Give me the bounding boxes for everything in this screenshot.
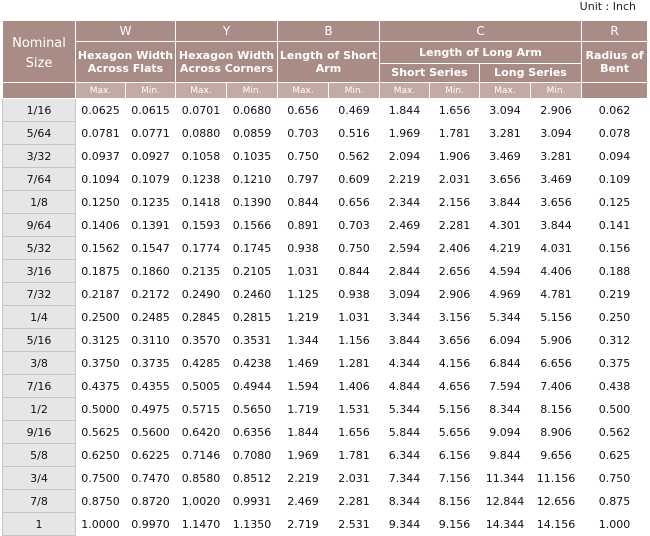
table-cell: 12.844 xyxy=(480,490,531,513)
table-cell: 1.969 xyxy=(380,122,430,145)
table-cell: 0.8720 xyxy=(126,490,176,513)
table-row xyxy=(3,237,648,260)
table-row xyxy=(3,444,648,467)
table-cell: 5.906 xyxy=(531,329,582,352)
header-r-blank xyxy=(582,83,648,99)
table-row xyxy=(3,191,648,214)
table-cell: 3.281 xyxy=(480,122,531,145)
table-cell: 0.1035 xyxy=(227,145,278,168)
table-cell: 1.0020 xyxy=(176,490,227,513)
table-cell: 0.6420 xyxy=(176,421,227,444)
table-cell: 6.656 xyxy=(531,352,582,375)
table-cell: 0.609 xyxy=(329,168,380,191)
table-cell: 0.2500 xyxy=(76,306,126,329)
table-cell: 1.156 xyxy=(329,329,380,352)
table-row xyxy=(3,329,648,352)
table-cell: 11.344 xyxy=(480,467,531,490)
header-w-desc: Hexagon Width Across Flats xyxy=(76,42,176,83)
table-cell: 4.406 xyxy=(531,260,582,283)
table-cell: 0.6250 xyxy=(76,444,126,467)
header-long-series: Long Series xyxy=(480,63,582,82)
table-cell: 0.156 xyxy=(582,237,648,260)
table-cell: 0.0680 xyxy=(227,99,278,122)
table-cell: 1.1350 xyxy=(227,513,278,536)
table-cell: 9.156 xyxy=(430,513,480,536)
table-cell: 1.844 xyxy=(380,99,430,122)
table-cell: 0.219 xyxy=(582,283,648,306)
table-cell: 1.781 xyxy=(430,122,480,145)
table-cell: 7.594 xyxy=(480,375,531,398)
table-row xyxy=(3,467,648,490)
nominal-size-cell: 9/64 xyxy=(3,214,76,237)
table-row xyxy=(3,260,648,283)
header-b-desc: Length of Short Arm xyxy=(278,42,380,83)
table-row xyxy=(3,122,648,145)
header-min: Min. xyxy=(126,83,176,99)
table-cell: 1.281 xyxy=(329,352,380,375)
table-cell: 2.219 xyxy=(278,467,329,490)
table-cell: 0.1774 xyxy=(176,237,227,260)
table-cell: 0.1860 xyxy=(126,260,176,283)
table-row xyxy=(3,283,648,306)
table-cell: 4.594 xyxy=(480,260,531,283)
nominal-size-cell: 5/64 xyxy=(3,122,76,145)
table-cell: 0.438 xyxy=(582,375,648,398)
table-cell: 0.2105 xyxy=(227,260,278,283)
header-nominal-blank xyxy=(3,83,76,99)
header-max: Max. xyxy=(278,83,329,99)
table-cell: 0.0701 xyxy=(176,99,227,122)
table-row xyxy=(3,214,648,237)
header-y: Y xyxy=(176,21,278,42)
table-cell: 0.1745 xyxy=(227,237,278,260)
table-cell: 14.156 xyxy=(531,513,582,536)
nominal-size-cell: 3/8 xyxy=(3,352,76,375)
table-cell: 12.656 xyxy=(531,490,582,513)
header-max: Max. xyxy=(76,83,126,99)
table-body xyxy=(3,99,648,536)
nominal-size-cell: 9/16 xyxy=(3,421,76,444)
table-cell: 0.3110 xyxy=(126,329,176,352)
table-cell: 5.344 xyxy=(480,306,531,329)
table-cell: 4.156 xyxy=(430,352,480,375)
table-cell: 8.156 xyxy=(430,490,480,513)
table-row xyxy=(3,513,648,536)
table-cell: 6.094 xyxy=(480,329,531,352)
table-cell: 0.4375 xyxy=(76,375,126,398)
table-cell: 0.9970 xyxy=(126,513,176,536)
table-cell: 8.344 xyxy=(480,398,531,421)
table-cell: 5.156 xyxy=(531,306,582,329)
table-row xyxy=(3,490,648,513)
table-cell: 5.156 xyxy=(430,398,480,421)
table-cell: 0.188 xyxy=(582,260,648,283)
table-cell: 0.4238 xyxy=(227,352,278,375)
table-cell: 2.531 xyxy=(329,513,380,536)
table-cell: 0.7500 xyxy=(76,467,126,490)
table-cell: 1.531 xyxy=(329,398,380,421)
header-max: Max. xyxy=(480,83,531,99)
table-cell: 0.875 xyxy=(582,490,648,513)
table-cell: 1.906 xyxy=(430,145,480,168)
table-cell: 0.250 xyxy=(582,306,648,329)
table-cell: 0.1562 xyxy=(76,237,126,260)
header-r: R xyxy=(582,21,648,42)
table-cell: 3.469 xyxy=(480,145,531,168)
table-cell: 2.594 xyxy=(380,237,430,260)
table-cell: 8.156 xyxy=(531,398,582,421)
table-cell: 0.469 xyxy=(329,99,380,122)
table-cell: 1.719 xyxy=(278,398,329,421)
table-cell: 0.6225 xyxy=(126,444,176,467)
table-row xyxy=(3,398,648,421)
table-cell: 1.781 xyxy=(329,444,380,467)
unit-label: Unit : Inch xyxy=(579,0,636,13)
nominal-size-cell: 7/32 xyxy=(3,283,76,306)
table-cell: 0.750 xyxy=(329,237,380,260)
table-cell: 0.2490 xyxy=(176,283,227,306)
nominal-size-cell: 3/4 xyxy=(3,467,76,490)
header-max: Max. xyxy=(176,83,227,99)
table-cell: 0.1875 xyxy=(76,260,126,283)
table-cell: 0.8750 xyxy=(76,490,126,513)
table-cell: 2.906 xyxy=(430,283,480,306)
table-cell: 0.1593 xyxy=(176,214,227,237)
table-cell: 0.0781 xyxy=(76,122,126,145)
table-cell: 0.5715 xyxy=(176,398,227,421)
table-cell: 1.1470 xyxy=(176,513,227,536)
nominal-size-cell: 7/64 xyxy=(3,168,76,191)
table-cell: 3.844 xyxy=(480,191,531,214)
header-r-desc: Radius of Bent xyxy=(582,42,648,83)
table-cell: 0.938 xyxy=(329,283,380,306)
table-cell: 2.344 xyxy=(380,191,430,214)
table-cell: 1.969 xyxy=(278,444,329,467)
table-cell: 0.4944 xyxy=(227,375,278,398)
table-cell: 1.469 xyxy=(278,352,329,375)
table-cell: 1.594 xyxy=(278,375,329,398)
table-cell: 0.0937 xyxy=(76,145,126,168)
table-cell: 0.0771 xyxy=(126,122,176,145)
table-cell: 8.344 xyxy=(380,490,430,513)
table-row xyxy=(3,145,648,168)
table-cell: 4.969 xyxy=(480,283,531,306)
table-cell: 0.844 xyxy=(329,260,380,283)
table-cell: 4.656 xyxy=(430,375,480,398)
table-cell: 0.2135 xyxy=(176,260,227,283)
table-cell: 3.656 xyxy=(531,191,582,214)
table-cell: 0.1058 xyxy=(176,145,227,168)
table-cell: 3.656 xyxy=(430,329,480,352)
table-cell: 4.219 xyxy=(480,237,531,260)
table-cell: 0.938 xyxy=(278,237,329,260)
table-cell: 0.2187 xyxy=(76,283,126,306)
table-cell: 14.344 xyxy=(480,513,531,536)
table-cell: 0.8512 xyxy=(227,467,278,490)
table-cell: 2.844 xyxy=(380,260,430,283)
header-min: Min. xyxy=(531,83,582,99)
table-row xyxy=(3,306,648,329)
table-cell: 2.906 xyxy=(531,99,582,122)
table-row xyxy=(3,352,648,375)
header-min: Min. xyxy=(227,83,278,99)
table-cell: 1.844 xyxy=(278,421,329,444)
table-cell: 3.094 xyxy=(480,99,531,122)
table-cell: 6.156 xyxy=(430,444,480,467)
table-cell: 0.1406 xyxy=(76,214,126,237)
table-cell: 0.4355 xyxy=(126,375,176,398)
table-cell: 0.9931 xyxy=(227,490,278,513)
table-cell: 0.2485 xyxy=(126,306,176,329)
table-cell: 0.3531 xyxy=(227,329,278,352)
table-cell: 2.281 xyxy=(329,490,380,513)
table-cell: 0.5650 xyxy=(227,398,278,421)
table-cell: 0.5000 xyxy=(76,398,126,421)
table-cell: 0.3570 xyxy=(176,329,227,352)
table-cell: 0.2460 xyxy=(227,283,278,306)
table-cell: 0.7080 xyxy=(227,444,278,467)
nominal-size-cell: 1/2 xyxy=(3,398,76,421)
table-cell: 9.094 xyxy=(480,421,531,444)
table-cell: 0.094 xyxy=(582,145,648,168)
table-cell: 0.109 xyxy=(582,168,648,191)
table-cell: 0.1566 xyxy=(227,214,278,237)
table-cell: 0.750 xyxy=(278,145,329,168)
table-cell: 0.2845 xyxy=(176,306,227,329)
table-cell: 0.516 xyxy=(329,122,380,145)
header-max: Max. xyxy=(380,83,430,99)
table-cell: 2.031 xyxy=(329,467,380,490)
table-cell: 0.4975 xyxy=(126,398,176,421)
table-cell: 5.344 xyxy=(380,398,430,421)
header-min: Min. xyxy=(329,83,380,99)
table-cell: 4.344 xyxy=(380,352,430,375)
table-cell: 4.844 xyxy=(380,375,430,398)
table-cell: 0.797 xyxy=(278,168,329,191)
table-cell: 0.375 xyxy=(582,352,648,375)
header-y-desc: Hexagon Width Across Corners xyxy=(176,42,278,83)
table-cell: 0.625 xyxy=(582,444,648,467)
table-cell: 1.0000 xyxy=(76,513,126,536)
table-cell: 0.703 xyxy=(278,122,329,145)
table-cell: 1.656 xyxy=(329,421,380,444)
table-cell: 0.125 xyxy=(582,191,648,214)
table-cell: 1.031 xyxy=(278,260,329,283)
table-cell: 0.7470 xyxy=(126,467,176,490)
table-cell: 5.844 xyxy=(380,421,430,444)
table-cell: 0.1094 xyxy=(76,168,126,191)
table-cell: 0.3735 xyxy=(126,352,176,375)
header-min: Min. xyxy=(430,83,480,99)
table-cell: 0.1418 xyxy=(176,191,227,214)
table-cell: 3.094 xyxy=(531,122,582,145)
table-cell: 3.094 xyxy=(380,283,430,306)
table-cell: 0.062 xyxy=(582,99,648,122)
table-cell: 1.656 xyxy=(430,99,480,122)
table-cell: 1.125 xyxy=(278,283,329,306)
table-cell: 3.844 xyxy=(531,214,582,237)
table-cell: 0.3750 xyxy=(76,352,126,375)
nominal-size-cell: 7/8 xyxy=(3,490,76,513)
table-cell: 3.656 xyxy=(480,168,531,191)
header-short-series: Short Series xyxy=(380,63,480,82)
table-cell: 2.719 xyxy=(278,513,329,536)
nominal-size-cell: 1 xyxy=(3,513,76,536)
table-cell: 1.031 xyxy=(329,306,380,329)
table-cell: 0.2815 xyxy=(227,306,278,329)
table-cell: 2.219 xyxy=(380,168,430,191)
table-cell: 0.4285 xyxy=(176,352,227,375)
table-cell: 11.156 xyxy=(531,467,582,490)
table-cell: 0.5600 xyxy=(126,421,176,444)
header-c-desc: Length of Long Arm xyxy=(380,42,582,64)
table-cell: 3.281 xyxy=(531,145,582,168)
table-cell: 9.844 xyxy=(480,444,531,467)
table-cell: 0.1250 xyxy=(76,191,126,214)
nominal-size-cell: 7/16 xyxy=(3,375,76,398)
nominal-size-cell: 3/16 xyxy=(3,260,76,283)
table-cell: 7.156 xyxy=(430,467,480,490)
table-row xyxy=(3,421,648,444)
nominal-size-cell: 3/32 xyxy=(3,145,76,168)
table-cell: 7.344 xyxy=(380,467,430,490)
table-cell: 1.000 xyxy=(582,513,648,536)
table-cell: 2.031 xyxy=(430,168,480,191)
nominal-size-cell: 1/8 xyxy=(3,191,76,214)
header-c: C xyxy=(380,21,582,42)
table-cell: 0.7146 xyxy=(176,444,227,467)
table-cell: 3.156 xyxy=(430,306,480,329)
table-cell: 6.344 xyxy=(380,444,430,467)
table-cell: 9.656 xyxy=(531,444,582,467)
table-cell: 3.844 xyxy=(380,329,430,352)
table-cell: 5.656 xyxy=(430,421,480,444)
nominal-size-label: Nominal Size xyxy=(12,35,66,71)
nominal-size-cell: 5/16 xyxy=(3,329,76,352)
table-row xyxy=(3,375,648,398)
table-cell: 9.344 xyxy=(380,513,430,536)
spec-table xyxy=(2,20,648,536)
table-cell: 0.1391 xyxy=(126,214,176,237)
header-b: B xyxy=(278,21,380,42)
table-cell: 0.750 xyxy=(582,467,648,490)
table-cell: 0.562 xyxy=(582,421,648,444)
nominal-size-cell: 5/32 xyxy=(3,237,76,260)
table-cell: 0.8580 xyxy=(176,467,227,490)
table-cell: 0.0927 xyxy=(126,145,176,168)
table-cell: 0.6356 xyxy=(227,421,278,444)
table-cell: 2.656 xyxy=(430,260,480,283)
table-cell: 4.031 xyxy=(531,237,582,260)
table-cell: 0.0859 xyxy=(227,122,278,145)
table-cell: 0.1210 xyxy=(227,168,278,191)
table-cell: 8.906 xyxy=(531,421,582,444)
table-cell: 0.2172 xyxy=(126,283,176,306)
table-cell: 2.281 xyxy=(430,214,480,237)
table-cell: 0.078 xyxy=(582,122,648,145)
table-cell: 0.1079 xyxy=(126,168,176,191)
table-cell: 0.0880 xyxy=(176,122,227,145)
table-cell: 4.781 xyxy=(531,283,582,306)
table-cell: 2.094 xyxy=(380,145,430,168)
table-cell: 2.469 xyxy=(278,490,329,513)
table-cell: 0.0615 xyxy=(126,99,176,122)
table-cell: 4.301 xyxy=(480,214,531,237)
table-cell: 0.703 xyxy=(329,214,380,237)
table-cell: 0.1390 xyxy=(227,191,278,214)
table-cell: 1.219 xyxy=(278,306,329,329)
nominal-size-cell: 1/4 xyxy=(3,306,76,329)
header-w: W xyxy=(76,21,176,42)
table-cell: 0.0625 xyxy=(76,99,126,122)
table-cell: 0.891 xyxy=(278,214,329,237)
table-cell: 1.344 xyxy=(278,329,329,352)
table-row xyxy=(3,168,648,191)
table-cell: 0.656 xyxy=(278,99,329,122)
table-cell: 6.844 xyxy=(480,352,531,375)
table-cell: 0.141 xyxy=(582,214,648,237)
header-nominal-size xyxy=(3,21,76,83)
table-cell: 0.5005 xyxy=(176,375,227,398)
table-cell: 3.469 xyxy=(531,168,582,191)
table-cell: 0.312 xyxy=(582,329,648,352)
table-cell: 0.1235 xyxy=(126,191,176,214)
table-cell: 0.1238 xyxy=(176,168,227,191)
table-cell: 7.406 xyxy=(531,375,582,398)
table-cell: 2.406 xyxy=(430,237,480,260)
table-cell: 0.3125 xyxy=(76,329,126,352)
nominal-size-cell: 5/8 xyxy=(3,444,76,467)
table-row xyxy=(3,99,648,122)
table-cell: 0.5625 xyxy=(76,421,126,444)
table-cell: 2.469 xyxy=(380,214,430,237)
nominal-size-cell: 1/16 xyxy=(3,99,76,122)
table-cell: 0.656 xyxy=(329,191,380,214)
table-cell: 1.406 xyxy=(329,375,380,398)
table-cell: 0.844 xyxy=(278,191,329,214)
table-cell: 3.344 xyxy=(380,306,430,329)
table-cell: 2.156 xyxy=(430,191,480,214)
table-cell: 0.562 xyxy=(329,145,380,168)
table-cell: 0.500 xyxy=(582,398,648,421)
table-cell: 0.1547 xyxy=(126,237,176,260)
